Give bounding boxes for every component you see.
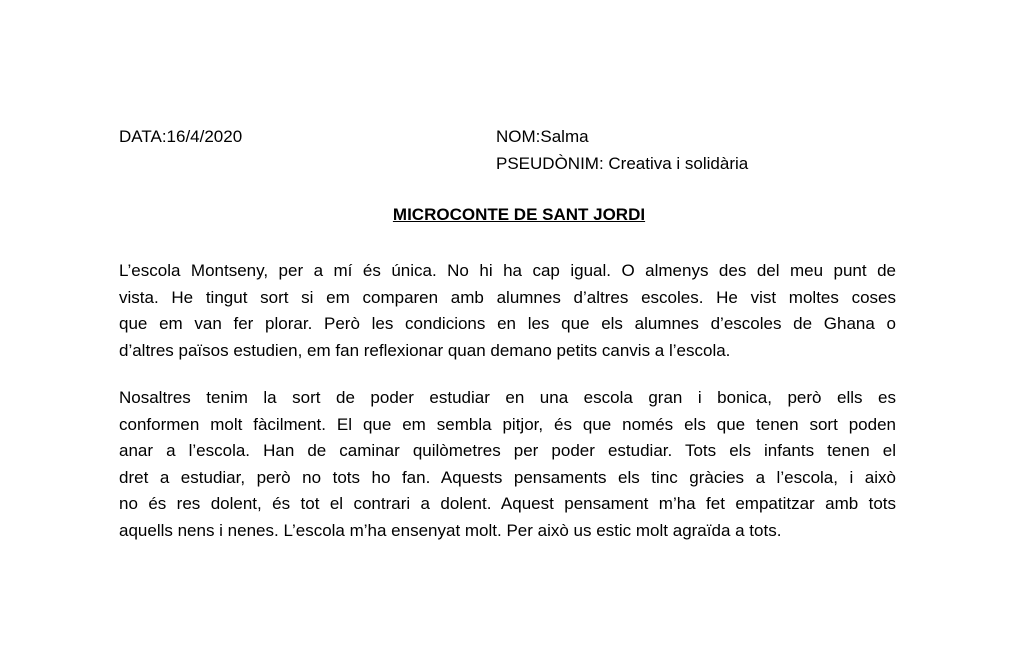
pseudonym-line: PSEUDÒNIM: Creativa i solidària	[496, 154, 749, 173]
paragraph-line: L’escola Montseny, per a mí és única. No hi ha cap igual. O almenys des del meu punt de	[119, 261, 896, 280]
document-title: MICROCONTE DE SANT JORDI	[392, 205, 646, 224]
paragraph-line: vista. He tingut sort si em comparen amb alumnes d’altres escoles. He vist moltes coses	[119, 287, 896, 307]
paragraph-line: Nosaltres tenim la sort de poder estudiar en una escola gran i bonica, però ells es	[119, 388, 896, 407]
paragraph-line: d’altres països estudien, em fan reflexionar quan demano petits canvis a l’escola.	[119, 340, 731, 360]
paragraph-line: anar a l’escola. Han de caminar quilòmetres per poder estudiar. Tots els infants tenen el	[119, 441, 896, 460]
paragraph-line: no és res dolent, és tot el contrari a dolent. Aquest pensament m’ha fet empatitzar amb tots	[119, 494, 896, 513]
paragraph-line: que em van fer plorar. Però les condicions en les que els alumnes d’escoles de Ghana o	[119, 314, 896, 333]
paragraph-line: aquells nens i nenes. L’escola m’ha ensenyat molt. Per això us estic molt agraïda a tots.	[119, 520, 782, 540]
date-line: DATA:16/4/2020	[119, 127, 243, 146]
paragraph-line: dret a estudiar, però no tots ho fan. Aquests pensaments els tinc gràcies a l’escola, i això	[119, 467, 896, 487]
paragraph-1	[119, 258, 896, 364]
paragraph-line: conformen molt fàcilment. El que em sembla pitjor, és que només els que tenen sort poden	[119, 414, 896, 434]
name-line: NOM:Salma	[496, 127, 589, 146]
paragraph-2	[119, 385, 896, 544]
